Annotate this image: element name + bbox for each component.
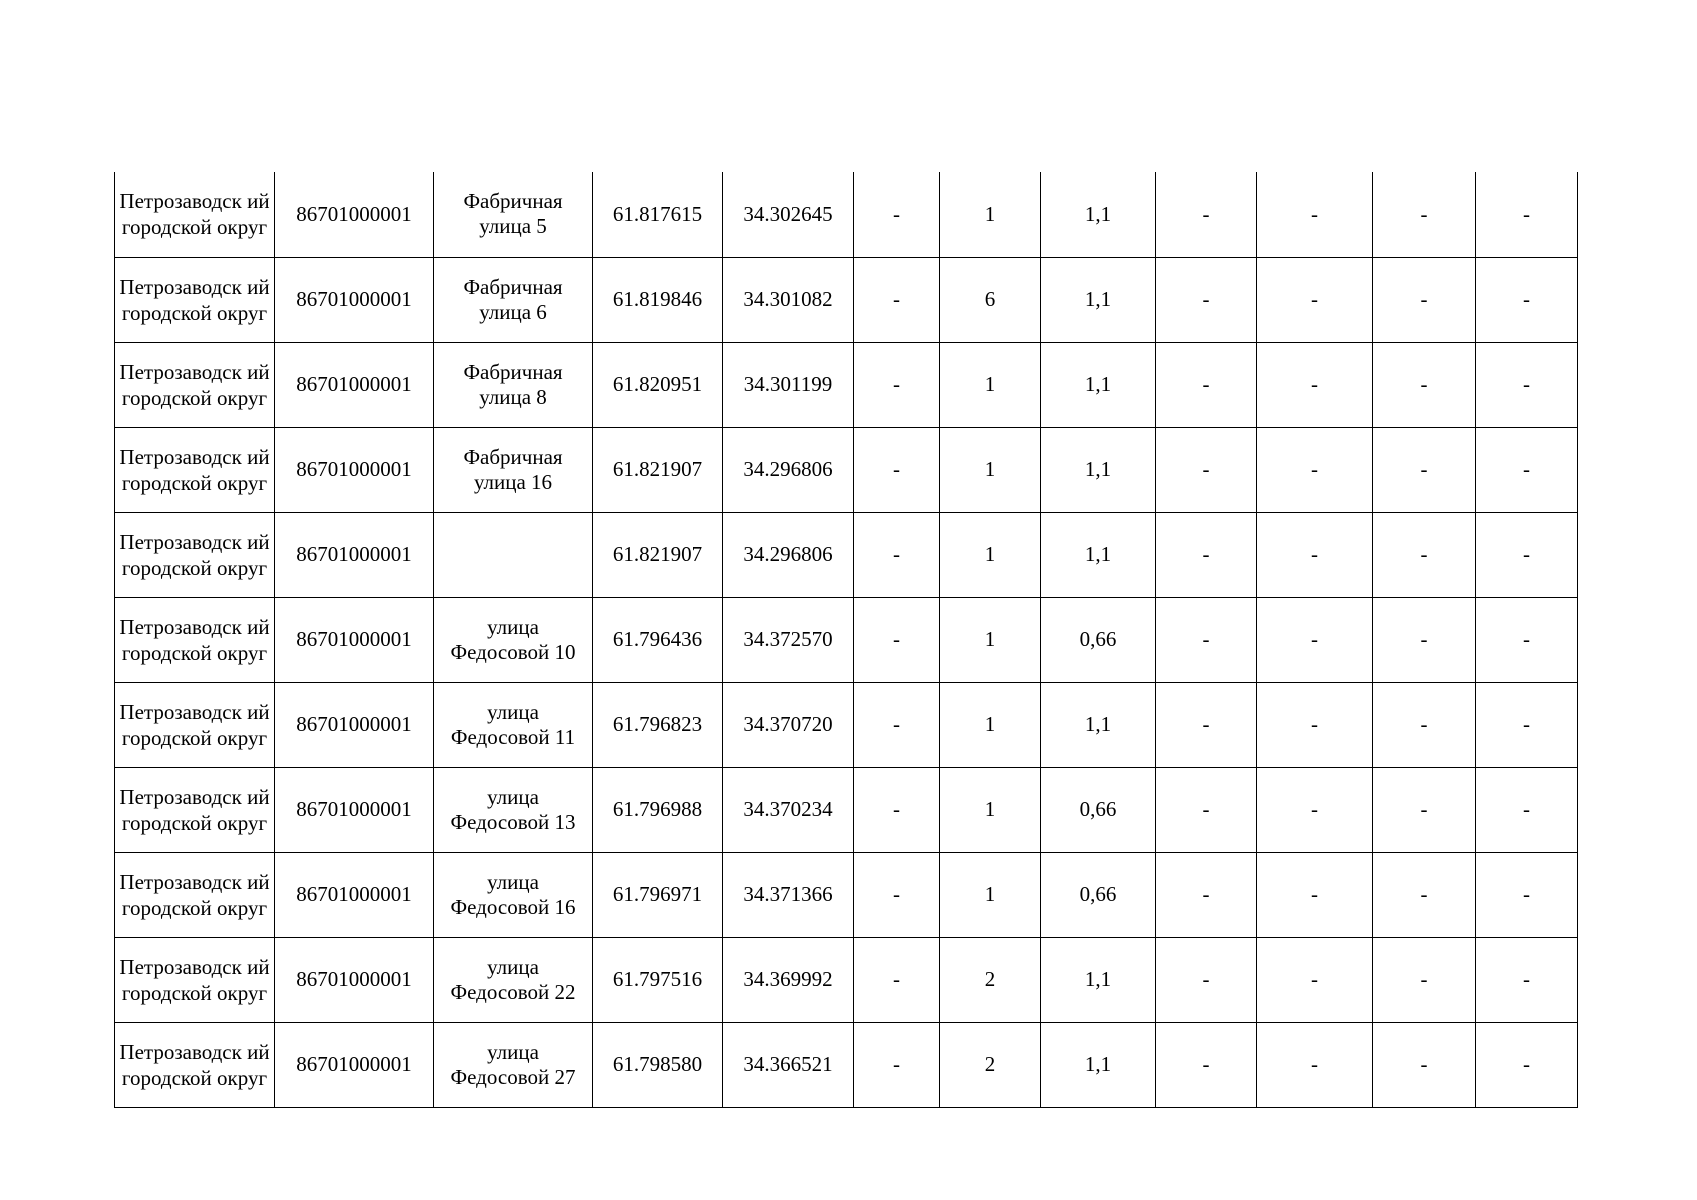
container-count-cell: 1	[940, 512, 1041, 597]
latitude-cell: 61.821907	[593, 427, 723, 512]
table-row	[115, 342, 1578, 427]
oktmo-code-cell: 86701000001	[275, 172, 434, 257]
container-volume-cell: 0,66	[1041, 597, 1156, 682]
column-6-cell: -	[854, 852, 940, 937]
column-9-cell: -	[1156, 342, 1257, 427]
district-cell: Петрозаводск ий городской округ	[115, 682, 275, 767]
column-10-cell: -	[1257, 342, 1373, 427]
container-count-cell: 6	[940, 257, 1041, 342]
column-11-cell: -	[1373, 427, 1476, 512]
address-cell: улица Федосовой 10	[434, 597, 593, 682]
address-cell: улица Федосовой 22	[434, 937, 593, 1022]
oktmo-code-cell: 86701000001	[275, 1022, 434, 1107]
column-12-cell: -	[1476, 172, 1578, 257]
container-count-cell: 1	[940, 597, 1041, 682]
container-volume-cell: 1,1	[1041, 512, 1156, 597]
container-volume-cell: 0,66	[1041, 852, 1156, 937]
container-volume-cell: 1,1	[1041, 257, 1156, 342]
container-count-cell: 1	[940, 682, 1041, 767]
column-12-cell: -	[1476, 342, 1578, 427]
district-cell: Петрозаводск ий городской округ	[115, 342, 275, 427]
longitude-cell: 34.296806	[723, 427, 854, 512]
container-volume-cell: 1,1	[1041, 342, 1156, 427]
table-row	[115, 1022, 1578, 1107]
column-9-cell: -	[1156, 172, 1257, 257]
column-12-cell: -	[1476, 1022, 1578, 1107]
column-6-cell: -	[854, 682, 940, 767]
longitude-cell: 34.372570	[723, 597, 854, 682]
column-10-cell: -	[1257, 597, 1373, 682]
column-11-cell: -	[1373, 597, 1476, 682]
district-cell: Петрозаводск ий городской округ	[115, 427, 275, 512]
container-count-cell: 2	[940, 937, 1041, 1022]
latitude-cell: 61.797516	[593, 937, 723, 1022]
container-volume-cell: 1,1	[1041, 937, 1156, 1022]
column-9-cell: -	[1156, 1022, 1257, 1107]
column-10-cell: -	[1257, 767, 1373, 852]
latitude-cell: 61.796823	[593, 682, 723, 767]
column-10-cell: -	[1257, 852, 1373, 937]
column-12-cell: -	[1476, 427, 1578, 512]
container-sites-table	[114, 172, 1578, 1108]
district-cell: Петрозаводск ий городской округ	[115, 512, 275, 597]
column-11-cell: -	[1373, 1022, 1476, 1107]
address-cell: Фабричная улица 5	[434, 172, 593, 257]
container-count-cell: 1	[940, 427, 1041, 512]
column-11-cell: -	[1373, 767, 1476, 852]
container-count-cell: 1	[940, 342, 1041, 427]
column-9-cell: -	[1156, 937, 1257, 1022]
column-12-cell: -	[1476, 852, 1578, 937]
column-6-cell: -	[854, 1022, 940, 1107]
container-count-cell: 1	[940, 172, 1041, 257]
column-9-cell: -	[1156, 682, 1257, 767]
column-6-cell: -	[854, 342, 940, 427]
column-10-cell: -	[1257, 427, 1373, 512]
column-10-cell: -	[1257, 937, 1373, 1022]
district-cell: Петрозаводск ий городской округ	[115, 172, 275, 257]
address-cell: улица Федосовой 27	[434, 1022, 593, 1107]
table-row	[115, 257, 1578, 342]
container-volume-cell: 1,1	[1041, 172, 1156, 257]
column-11-cell: -	[1373, 172, 1476, 257]
column-6-cell: -	[854, 767, 940, 852]
column-6-cell: -	[854, 427, 940, 512]
column-11-cell: -	[1373, 342, 1476, 427]
table-row	[115, 937, 1578, 1022]
district-cell: Петрозаводск ий городской округ	[115, 767, 275, 852]
container-volume-cell: 0,66	[1041, 767, 1156, 852]
column-9-cell: -	[1156, 597, 1257, 682]
oktmo-code-cell: 86701000001	[275, 342, 434, 427]
column-11-cell: -	[1373, 937, 1476, 1022]
latitude-cell: 61.817615	[593, 172, 723, 257]
table-row	[115, 852, 1578, 937]
address-cell: улица Федосовой 16	[434, 852, 593, 937]
column-10-cell: -	[1257, 172, 1373, 257]
latitude-cell: 61.798580	[593, 1022, 723, 1107]
container-volume-cell: 1,1	[1041, 427, 1156, 512]
longitude-cell: 34.370720	[723, 682, 854, 767]
oktmo-code-cell: 86701000001	[275, 767, 434, 852]
district-cell: Петрозаводск ий городской округ	[115, 937, 275, 1022]
column-11-cell: -	[1373, 257, 1476, 342]
table-row	[115, 172, 1578, 257]
latitude-cell: 61.796436	[593, 597, 723, 682]
latitude-cell: 61.796971	[593, 852, 723, 937]
column-10-cell: -	[1257, 512, 1373, 597]
longitude-cell: 34.301082	[723, 257, 854, 342]
oktmo-code-cell: 86701000001	[275, 682, 434, 767]
longitude-cell: 34.302645	[723, 172, 854, 257]
table-body	[115, 172, 1578, 1107]
oktmo-code-cell: 86701000001	[275, 852, 434, 937]
longitude-cell: 34.369992	[723, 937, 854, 1022]
container-volume-cell: 1,1	[1041, 1022, 1156, 1107]
column-6-cell: -	[854, 172, 940, 257]
address-cell: Фабричная улица 8	[434, 342, 593, 427]
column-10-cell: -	[1257, 257, 1373, 342]
address-cell: улица Федосовой 13	[434, 767, 593, 852]
address-cell	[434, 512, 593, 597]
column-12-cell: -	[1476, 937, 1578, 1022]
table-row	[115, 682, 1578, 767]
column-9-cell: -	[1156, 767, 1257, 852]
latitude-cell: 61.796988	[593, 767, 723, 852]
column-6-cell: -	[854, 512, 940, 597]
column-9-cell: -	[1156, 427, 1257, 512]
latitude-cell: 61.821907	[593, 512, 723, 597]
district-cell: Петрозаводск ий городской округ	[115, 257, 275, 342]
oktmo-code-cell: 86701000001	[275, 427, 434, 512]
longitude-cell: 34.371366	[723, 852, 854, 937]
column-6-cell: -	[854, 597, 940, 682]
address-cell: Фабричная улица 6	[434, 257, 593, 342]
latitude-cell: 61.819846	[593, 257, 723, 342]
oktmo-code-cell: 86701000001	[275, 257, 434, 342]
column-12-cell: -	[1476, 682, 1578, 767]
address-cell: улица Федосовой 11	[434, 682, 593, 767]
column-10-cell: -	[1257, 682, 1373, 767]
column-12-cell: -	[1476, 257, 1578, 342]
latitude-cell: 61.820951	[593, 342, 723, 427]
address-cell: Фабричная улица 16	[434, 427, 593, 512]
district-cell: Петрозаводск ий городской округ	[115, 597, 275, 682]
column-11-cell: -	[1373, 852, 1476, 937]
district-cell: Петрозаводск ий городской округ	[115, 1022, 275, 1107]
column-9-cell: -	[1156, 852, 1257, 937]
longitude-cell: 34.296806	[723, 512, 854, 597]
column-9-cell: -	[1156, 257, 1257, 342]
container-count-cell: 2	[940, 1022, 1041, 1107]
table-row	[115, 597, 1578, 682]
oktmo-code-cell: 86701000001	[275, 512, 434, 597]
longitude-cell: 34.366521	[723, 1022, 854, 1107]
column-12-cell: -	[1476, 767, 1578, 852]
column-6-cell: -	[854, 257, 940, 342]
column-12-cell: -	[1476, 597, 1578, 682]
table-row	[115, 427, 1578, 512]
column-12-cell: -	[1476, 512, 1578, 597]
oktmo-code-cell: 86701000001	[275, 597, 434, 682]
table-row	[115, 767, 1578, 852]
longitude-cell: 34.301199	[723, 342, 854, 427]
column-6-cell: -	[854, 937, 940, 1022]
district-cell: Петрозаводск ий городской округ	[115, 852, 275, 937]
column-9-cell: -	[1156, 512, 1257, 597]
container-count-cell: 1	[940, 767, 1041, 852]
container-count-cell: 1	[940, 852, 1041, 937]
column-11-cell: -	[1373, 512, 1476, 597]
column-10-cell: -	[1257, 1022, 1373, 1107]
oktmo-code-cell: 86701000001	[275, 937, 434, 1022]
longitude-cell: 34.370234	[723, 767, 854, 852]
table-row	[115, 512, 1578, 597]
column-11-cell: -	[1373, 682, 1476, 767]
container-volume-cell: 1,1	[1041, 682, 1156, 767]
